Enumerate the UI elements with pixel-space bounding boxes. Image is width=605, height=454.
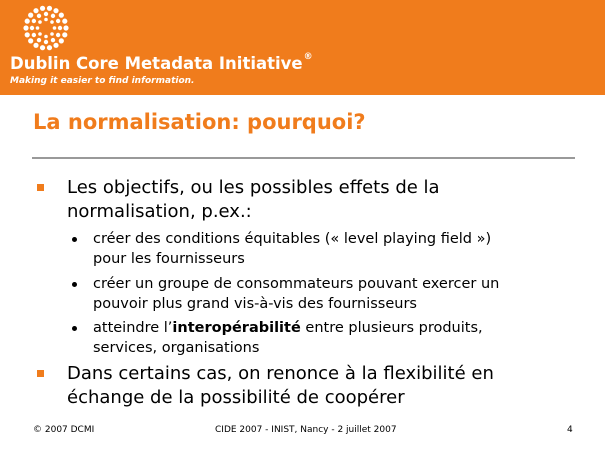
subbullet-item xyxy=(93,318,573,358)
brand-tagline: Making it easier to find information. xyxy=(10,76,195,86)
bullet-item xyxy=(67,362,567,410)
bullet-item xyxy=(67,176,567,224)
brand-name-text: Dublin Core Metadata Initiative xyxy=(10,54,303,73)
slide-title: La normalisation: pourquoi? xyxy=(33,110,366,134)
subbullet-line xyxy=(93,318,573,338)
subbullet-line: pour les fournisseurs xyxy=(93,251,245,267)
subbullet-line: créer un groupe de consommateurs pouvant exercer un xyxy=(93,276,500,292)
bullet-line: normalisation, p.ex.: xyxy=(67,201,252,222)
subbullet-line: créer des conditions équitables (« level playing field ») xyxy=(93,231,492,247)
subbullet-item xyxy=(93,274,573,314)
footer-copyright: © 2007 DCMI xyxy=(33,425,95,435)
subbullet-line: services, organisations xyxy=(93,340,260,356)
subbullet-marker xyxy=(72,282,77,287)
bullet-marker xyxy=(37,370,44,377)
subbullet-text: atteindre l’ xyxy=(93,320,173,336)
subbullet-text: entre plusieurs produits, xyxy=(300,320,483,336)
subbullet-marker xyxy=(72,237,77,242)
bullet-line: Dans certains cas, on renonce à la flexibilité en xyxy=(67,363,494,384)
footer-event: CIDE 2007 - INIST, Nancy - 2 juillet 2007 xyxy=(215,425,397,435)
subbullet-line: pouvoir plus grand vis-à-vis des fournisseurs xyxy=(93,296,417,312)
subbullet-item xyxy=(93,229,573,269)
bullet-marker xyxy=(37,184,44,191)
registered-mark: ® xyxy=(303,52,313,62)
page-number: 4 xyxy=(567,425,573,435)
subbullet-marker xyxy=(72,326,77,331)
bullet-line: échange de la possibilité de coopérer xyxy=(67,387,405,408)
bullet-line: Les objectifs, ou les possibles effets de la xyxy=(67,177,440,198)
emphasis-interoperability: interopérabilité xyxy=(172,320,301,336)
